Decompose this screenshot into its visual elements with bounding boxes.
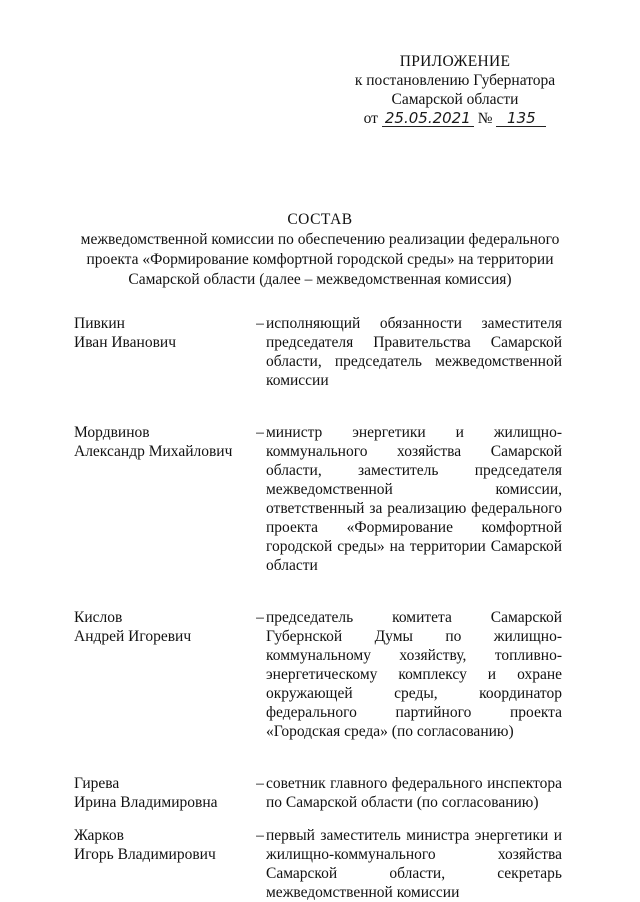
member-role-text: председатель комитета Самарской Губернской Думы по жилищно-коммунальному хозяйству, топливно-энергетическому комплексу и охране окружающей среды, координатор федерального партийного проекта «Городская среда» (по согласованию) [266, 609, 562, 740]
document-heading: СОСТАВ [287, 211, 353, 228]
member-role [266, 314, 562, 390]
member-surname: Пивкин [74, 315, 125, 332]
document-title-block [70, 210, 570, 290]
number-prefix: № [477, 110, 493, 127]
member-surname: Кислов [74, 609, 123, 626]
member-dash: – [256, 775, 264, 792]
member-name [74, 608, 254, 741]
member-role-text: исполняющий обязанности заместителя председателя Правительства Самарской области, председатель межведомственной комиссии [266, 315, 562, 389]
member-dash: – [256, 315, 264, 332]
member-given-name: Александр Михайлович [74, 443, 233, 460]
member-surname: Мордвинов [74, 424, 150, 441]
member-surname: Гирева [74, 775, 120, 792]
member-given-name: Иван Иванович [74, 334, 176, 351]
member-role [266, 826, 562, 902]
appendix-title: ПРИЛОЖЕНИЕ [399, 53, 511, 70]
date-prefix: от [363, 110, 378, 127]
member-role [266, 608, 562, 741]
appendix-date-line [340, 109, 570, 128]
member-list [74, 314, 574, 902]
member-given-name: Ирина Владимировна [74, 794, 218, 811]
member-role-text: министр энергетики и жилищно-коммунального хозяйства Самарской области, заместитель председателя межведомственной комиссии, ответственный за реализацию федерального проекта «Формирование комфортной городской среды» на территории Самарской области [266, 424, 562, 574]
member-entry [74, 423, 574, 575]
document-subtitle-line-2: проекта «Формирование комфортной городской среды» на территории [86, 251, 554, 268]
member-entry [74, 314, 574, 390]
document-subtitle-line-1: межведомственной комиссии по обеспечению реализации федерального [80, 231, 560, 248]
member-role [266, 774, 562, 812]
member-role [266, 423, 562, 575]
appendix-line-decree: к постановлению Губернатора [354, 72, 556, 89]
member-name [74, 774, 254, 812]
member-name [74, 826, 254, 902]
member-dash: – [256, 827, 264, 844]
member-entry [74, 774, 574, 812]
member-name [74, 423, 254, 575]
member-role-text: первый заместитель министра энергетики и жилищно-коммунального хозяйства Самарской области, секретарь межведомственной комиссии [266, 827, 562, 901]
member-given-name: Андрей Игоревич [74, 628, 192, 645]
handwritten-date: 25.05.2021 [382, 110, 474, 127]
member-surname: Жарков [74, 827, 124, 844]
handwritten-number: 135 [496, 110, 546, 127]
member-entry [74, 826, 574, 902]
member-entry [74, 608, 574, 741]
member-dash: – [256, 424, 264, 441]
member-given-name: Игорь Владимирович [74, 846, 216, 863]
member-name [74, 314, 254, 390]
member-role-text: советник главного федерального инспектора по Самарской области (по согласованию) [266, 775, 562, 811]
appendix-block [340, 52, 570, 128]
member-dash: – [256, 609, 264, 626]
appendix-line-region: Самарской области [391, 91, 519, 108]
document-subtitle-line-3: Самарской области (далее – межведомственная комиссия) [128, 271, 512, 288]
